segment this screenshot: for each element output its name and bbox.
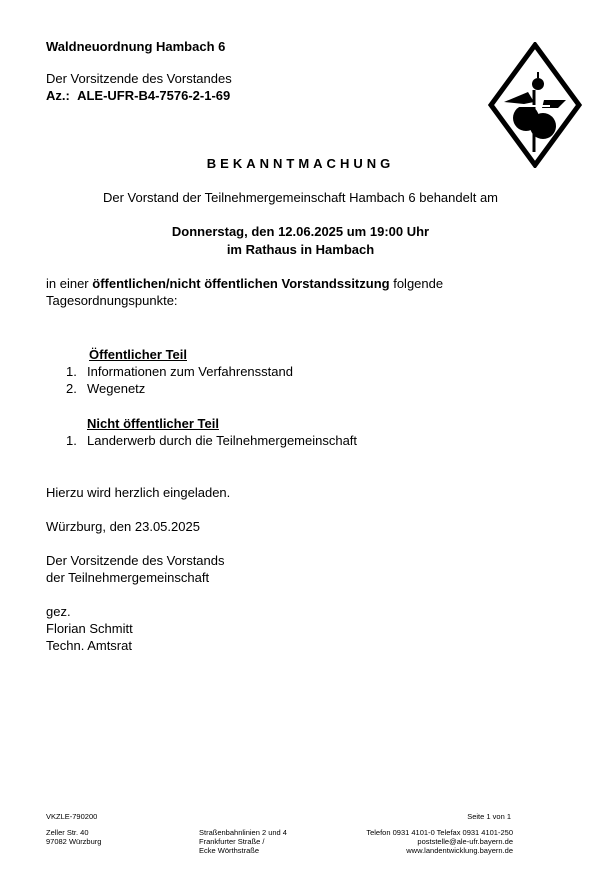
signatory-line-1: Der Vorsitzende des Vorstands — [46, 553, 225, 568]
signatory-name: Florian Schmitt — [46, 621, 133, 636]
public-part-title: Öffentlicher Teil — [89, 347, 187, 362]
intro-text: Der Vorstand der Teilnehmergemeinschaft Hambach 6 behandelt am — [102, 190, 499, 205]
land-consolidation-logo — [488, 42, 582, 168]
footer-website[interactable]: www.landentwicklung.bayern.de — [406, 846, 513, 855]
private-part-title: Nicht öffentlicher Teil — [87, 416, 219, 431]
signatory-line-2: der Teilnehmergemeinschaft — [46, 570, 210, 585]
body-line-2: Tagesordnungspunkte: — [46, 293, 178, 308]
document-code: VKZLE-790200 — [46, 812, 98, 821]
private-item-1-number: 1. — [66, 433, 77, 448]
meeting-place: im Rathaus in Hambach — [226, 242, 375, 257]
project-title: Waldneuordnung Hambach 6 — [46, 39, 226, 54]
footer-transit-line-1: Straßenbahnlinien 2 und 4 — [199, 828, 287, 837]
body-line-1 — [46, 275, 443, 292]
reference-line — [46, 87, 230, 104]
signed-by-label: gez. — [46, 604, 71, 619]
meeting-date: Donnerstag, den 12.06.2025 um 19:00 Uhr — [171, 224, 430, 239]
private-item-1-text: Landerwerb durch die Teilnehmergemeinschaft — [87, 433, 358, 448]
public-item-1-number: 1. — [66, 364, 77, 379]
public-item-1-text: Informationen zum Verfahrensstand — [87, 364, 293, 379]
footer-address-line-1: Zeller Str. 40 — [46, 828, 89, 837]
session-type: öffentlichen/nicht öffentlichen Vorstandssitzung — [92, 276, 390, 291]
footer-transit-line-3: Ecke Wörthstraße — [199, 846, 260, 855]
chair-line: Der Vorsitzende des Vorstandes — [46, 71, 232, 86]
public-item-2-number: 2. — [66, 381, 77, 396]
footer-email[interactable]: poststelle@ale-ufr.bayern.de — [417, 837, 513, 846]
body-prefix: in einer — [46, 276, 89, 291]
page-number: Seite 1 von 1 — [467, 812, 511, 821]
signatory-role: Techn. Amtsrat — [46, 638, 132, 653]
announcement-heading: BEKANNTMACHUNG — [206, 156, 395, 171]
reference-value: ALE-UFR-B4-7576-2-1-69 — [77, 88, 231, 103]
invitation-text: Hierzu wird herzlich eingeladen. — [46, 485, 231, 500]
footer-transit-line-2: Frankfurter Straße / — [199, 837, 265, 846]
body-suffix: folgende — [393, 276, 444, 291]
footer-address-line-2: 97082 Würzburg — [46, 837, 102, 846]
place-date: Würzburg, den 23.05.2025 — [46, 519, 200, 534]
footer-phone-fax: Telefon 0931 4101-0 Telefax 0931 4101-250 — [366, 828, 513, 837]
public-item-2-text: Wegenetz — [87, 381, 146, 396]
reference-label: Az.: — [46, 88, 70, 103]
